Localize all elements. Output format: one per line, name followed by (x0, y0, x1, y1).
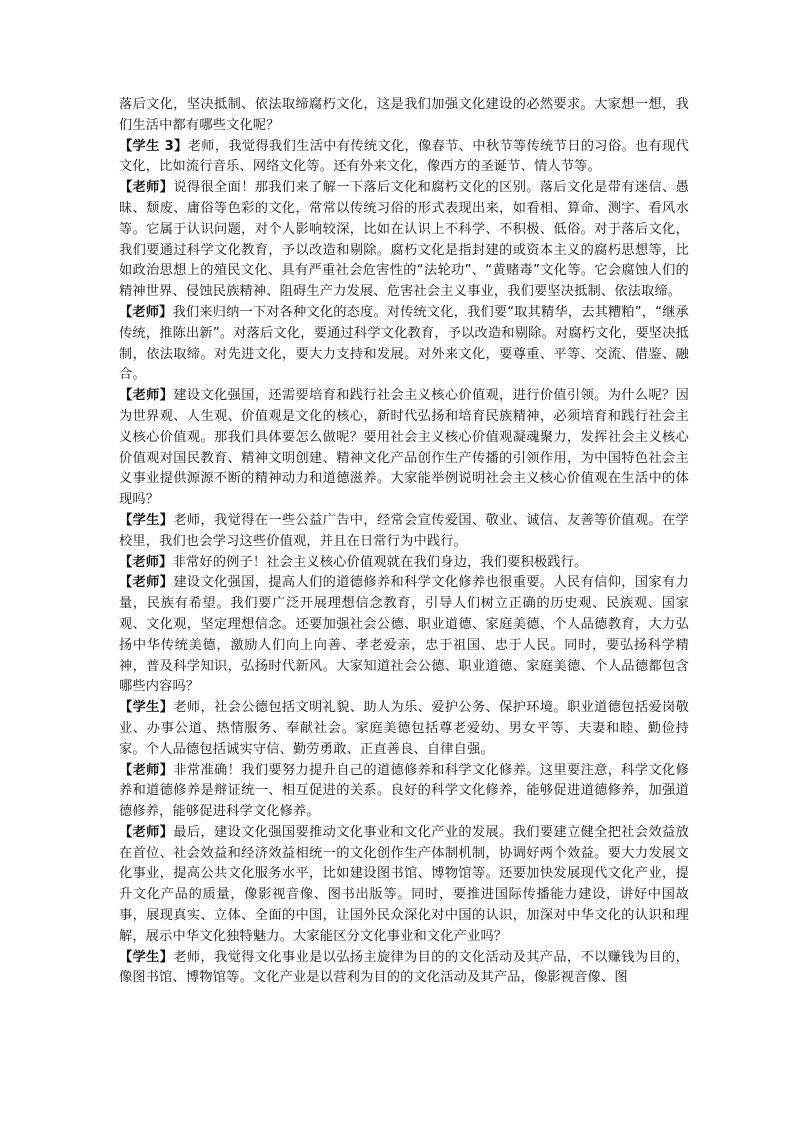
speaker-label: 【老师】 (119, 180, 174, 196)
paragraph-text: 建设文化强国，还需要培育和践行社会主义核心价值观，进行价值引领。为什么呢？因为世界观、人生观、价值观是文化的核心，新时代弘扬和培育民族精神，必须培育和践行社会主义核心价值观。那我们具体要怎么做呢？要用社会主义核心价值观凝魂聚力，发挥社会主义核心价值观对国民教育、精神文明创建、精神文化产品创作生产传播的引领作用，为中国特色社会主义事业提供源源不断的精神动力和道德滋养。大家能举例说明社会主义核心价值观在生活中的体现吗？ (119, 388, 689, 508)
paragraph-teacher (119, 303, 689, 386)
paragraph-teacher (119, 386, 689, 511)
speaker-label: 【学生】 (119, 512, 174, 528)
paragraph-text: 老师，我觉得文化事业是以弘扬主旋律为目的的文化活动及其产品，不以赚钱为目的，像图书馆、博物馆等。文化产业是以营利为目的的文化活动及其产品，像影视音像、图 (119, 949, 689, 986)
paragraph-teacher (119, 761, 689, 823)
paragraph-text: 最后，建设文化强国要推动文化事业和文化产业的发展。我们要建立健全把社会效益放在首位、社会效益和经济效益相统一的文化创作生产体制机制，协调好两个效益。要大力发展文化事业，提高公共文化服务水平，比如建设图书馆、博物馆等。还要加快发展现代文化产业，提升文化产品的质量，像影视音像、图书出版等。同时，要推进国际传播能力建设，讲好中国故事，展现真实、立体、全面的中国，让国外民众深化对中国的认识，加深对中华文化的认识和理解，展示中华文化独特魅力。大家能区分文化事业和文化产业吗？ (119, 824, 689, 944)
speaker-label: 【老师】 (119, 762, 174, 778)
speaker-label: 【学生】 (119, 700, 174, 716)
paragraph-student (119, 948, 689, 990)
speaker-label: 【老师】 (119, 554, 173, 570)
paragraph-text: 非常准确！我们要努力提升自己的道德修养和科学文化修养。这里要注意，科学文化修养和道德修养是辩证统一、相互促进的关系。良好的科学文化修养，能够促进道德修养，加强道德修养，能够促进科学文化修养。 (119, 762, 689, 820)
paragraph-text: 建设文化强国，提高人们的道德修养和科学文化修养也很重要。人民有信仰，国家有力量，民族有希望。我们要广泛开展理想信念教育，引导人们树立正确的历史观、民族观、国家观、文化观，坚定理想信念。还要加强社会公德、职业道德、家庭美德、个人品德教育，大力弘扬中华传统美德，激励人们向上向善、孝老爱亲，忠于祖国、忠于人民。同时，要弘扬科学精神，普及科学知识，弘扬时代新风。大家知道社会公德、职业道德、家庭美德、个人品德都包含哪些内容吗？ (119, 575, 689, 695)
speaker-label: 【老师】 (119, 824, 174, 840)
speaker-label: 【学生】 (119, 949, 174, 965)
paragraph-intro (119, 95, 689, 137)
paragraph-text: 落后文化，坚决抵制、依法取缔腐朽文化，这是我们加强文化建设的必然要求。大家想一想，我们生活中都有哪些文化呢？ (119, 97, 689, 133)
paragraph-text: 老师，我觉得我们生活中有传统文化，像春节、中秋节等传统节日的习俗。也有现代文化，比如流行音乐、网络文化等。还有外来文化，像西方的圣诞节、情人节等。 (119, 138, 689, 175)
paragraph-teacher (119, 553, 689, 574)
speaker-label: 【老师】 (119, 304, 173, 320)
paragraph-teacher (119, 573, 689, 698)
paragraph-text: 老师，我觉得在一些公益广告中，经常会宣传爱国、敬业、诚信、友善等价值观。在学校里，我们也会学习这些价值观，并且在日常行为中践行。 (119, 512, 689, 549)
paragraph-text: 非常好的例子！社会主义核心价值观就在我们身边，我们要积极践行。 (172, 554, 588, 570)
document-body (119, 95, 689, 989)
paragraph-teacher (119, 178, 689, 303)
paragraph-student-3 (119, 137, 689, 179)
paragraph-text: 老师，社会公德包括文明礼貌、助人为乐、爱护公务、保护环境。职业道德包括爱岗敬业、办事公道、热情服务、奉献社会。家庭美德包括尊老爱幼、男女平等、夫妻和睦、勤俭持家。个人品德包括诚实守信、勤劳勇敢、正直善良、自律自强。 (119, 700, 689, 757)
paragraph-student (119, 698, 689, 760)
speaker-label: 【老师】 (119, 575, 174, 591)
paragraph-text: 说得很全面！那我们来了解一下落后文化和腐朽文化的区别。落后文化是带有迷信、愚昧、颓废、庸俗等色彩的文化，常常以传统习俗的形式表现出来，如看相、算命、测字、看风水等。它属于认识问题，对个人影响较深，比如在认识上不科学、不积极、低俗。对于落后文化，我们要通过科学文化教育，予以改造和剔除。腐朽文化是指封建的或资本主义的腐朽思想等，比如政治思想上的殖民文化、具有严重社会危害性的“法轮功”、“黄赌毒”文化等。它会腐蚀人们的精神世界、侵蚀民族精神、阻碍生产力发展、危害社会主义事业，我们要坚决抵制、依法取缔。 (119, 180, 689, 300)
paragraph-text: 我们来归纳一下对各种文化的态度。对传统文化，我们要“取其精华，去其糟粕”，“继承传统，推陈出新”。对落后文化，要通过科学文化教育，予以改造和剔除。对腐朽文化，要坚决抵制，依法取缔。对先进文化，要大力支持和发展。对外来文化，要尊重、平等、交流、借鉴、融合。 (119, 304, 689, 383)
speaker-label: 【学生 3】 (119, 138, 188, 154)
paragraph-student (119, 511, 689, 553)
paragraph-teacher (119, 823, 689, 948)
speaker-label: 【老师】 (119, 388, 174, 404)
